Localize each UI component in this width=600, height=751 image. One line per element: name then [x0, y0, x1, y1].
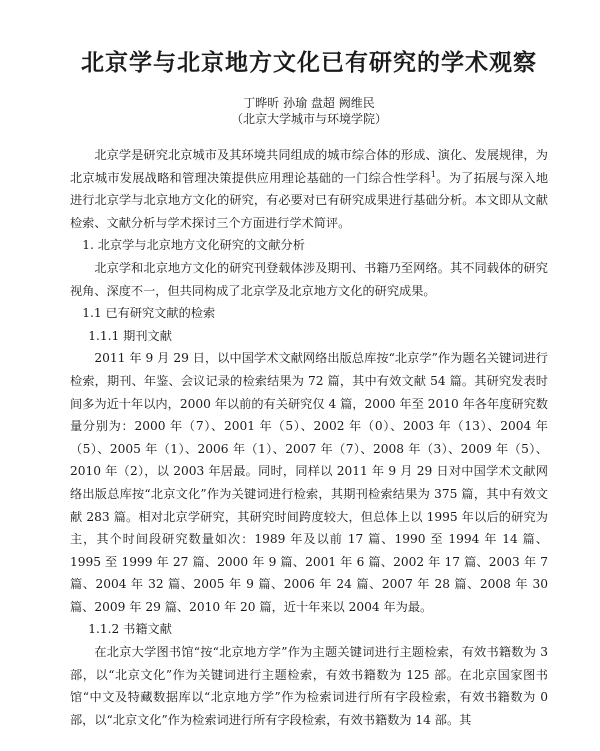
intro-text-tail: 。为了拓展与深入地进行北京学与北京地方文化的研究，有必要对已有研究成果进行基础分析。本文即从文献检索、文献分析与学术探讨三个方面进行学术简评。	[70, 170, 549, 230]
paragraph-1: 北京学和北京地方文化的研究刊登载体涉及期刊、书籍乃至网络。其不同载体的研究视角、深度不一，但共同构成了北京学及北京地方文化的研究成果。	[70, 260, 548, 298]
author-affiliation: （北京大学城市与环境学院）	[230, 112, 387, 126]
paragraph-journals: 2011 年 9 月 29 日，以中国学术文献网络出版总库按“北京学”作为题名关键词进行检索，期刊、年鉴、会议记录的检索结果为 72 篇，其中有效文献 54 篇。其研究发表时间多为近十年以内，2000 年以前的有关研究仅 4 篇，2000 年至 2010 年各年度研究数量分别为：2000 年（7）、2001 年（5）、2002 年（0）、2003 年（13）、2004 年（5）、2005 年（1）、2006 年（1）、2007 年（7）、2008 年（3）、2009 年（5）、2010 年（2），以 2003 年居最。同时，同样以 2011 年 9 月 29 日对中国学术文献网络出版总库按“北京文化”作为关键词进行检索，其期刊检索结果为 375 篇，其中有效文献 283 篇。相对北京学研究，其研究时间跨度较大，但总体上以 1995 年以后的研究为主，其个时间段研究数量如次：1989 年及以前 17 篇、1990 至 1994 年 14 篇、1995 至 1999 年 27 篇、2000 年 9 篇、2001 年 6 篇、2002 年 17 篇、2003 年 7 篇、2004 年 32 篇、2005 年 9 篇、2006 年 24 篇、2007 年 28 篇、2008 年 30 篇、2009 年 29 篇、2010 年 20 篇，近十年来以 2004 年为最。	[70, 351, 548, 614]
paper-title: 北京学与北京地方文化已有研究的学术观察	[81, 50, 537, 76]
footnote-mark: 1	[430, 169, 436, 179]
section-heading-1-1-1: 1.1.1 期刊文献	[88, 328, 172, 343]
intro-text: 北京学是研究北京城市及其环境共同组成的城市综合体的形成、演化、发展规律，为北京城市发展战略和管理决策提供应用理论基础的一门综合性学科	[70, 148, 548, 185]
author-list: 丁晔昕 孙瑜 盘超 阙维民	[243, 96, 375, 110]
paragraph-books: 在北京大学图书馆“按“北京地方学”作为主题关键词进行主题检索，有效书籍数为 3 部，以“北京文化”作为关键词进行主题检索，有效书籍数为 125 部。在北京国家图书馆“中文及特藏数据库以“北京地方学”作为检索词进行所有字段检索，有效书籍数为 0 部，以“北京文化”作为检索词进行所有字段检索，有效书籍数为 14 部。其	[70, 645, 548, 727]
paper-body	[70, 144, 548, 731]
intro-paragraph	[70, 144, 548, 234]
section-heading-1-1: 1.1 已有研究文献的检索	[82, 306, 216, 321]
section-heading-1: 1. 北京学与北京地方文化研究的文献分析	[82, 238, 305, 253]
section-heading-1-1-2: 1.1.2 书籍文献	[88, 622, 172, 637]
